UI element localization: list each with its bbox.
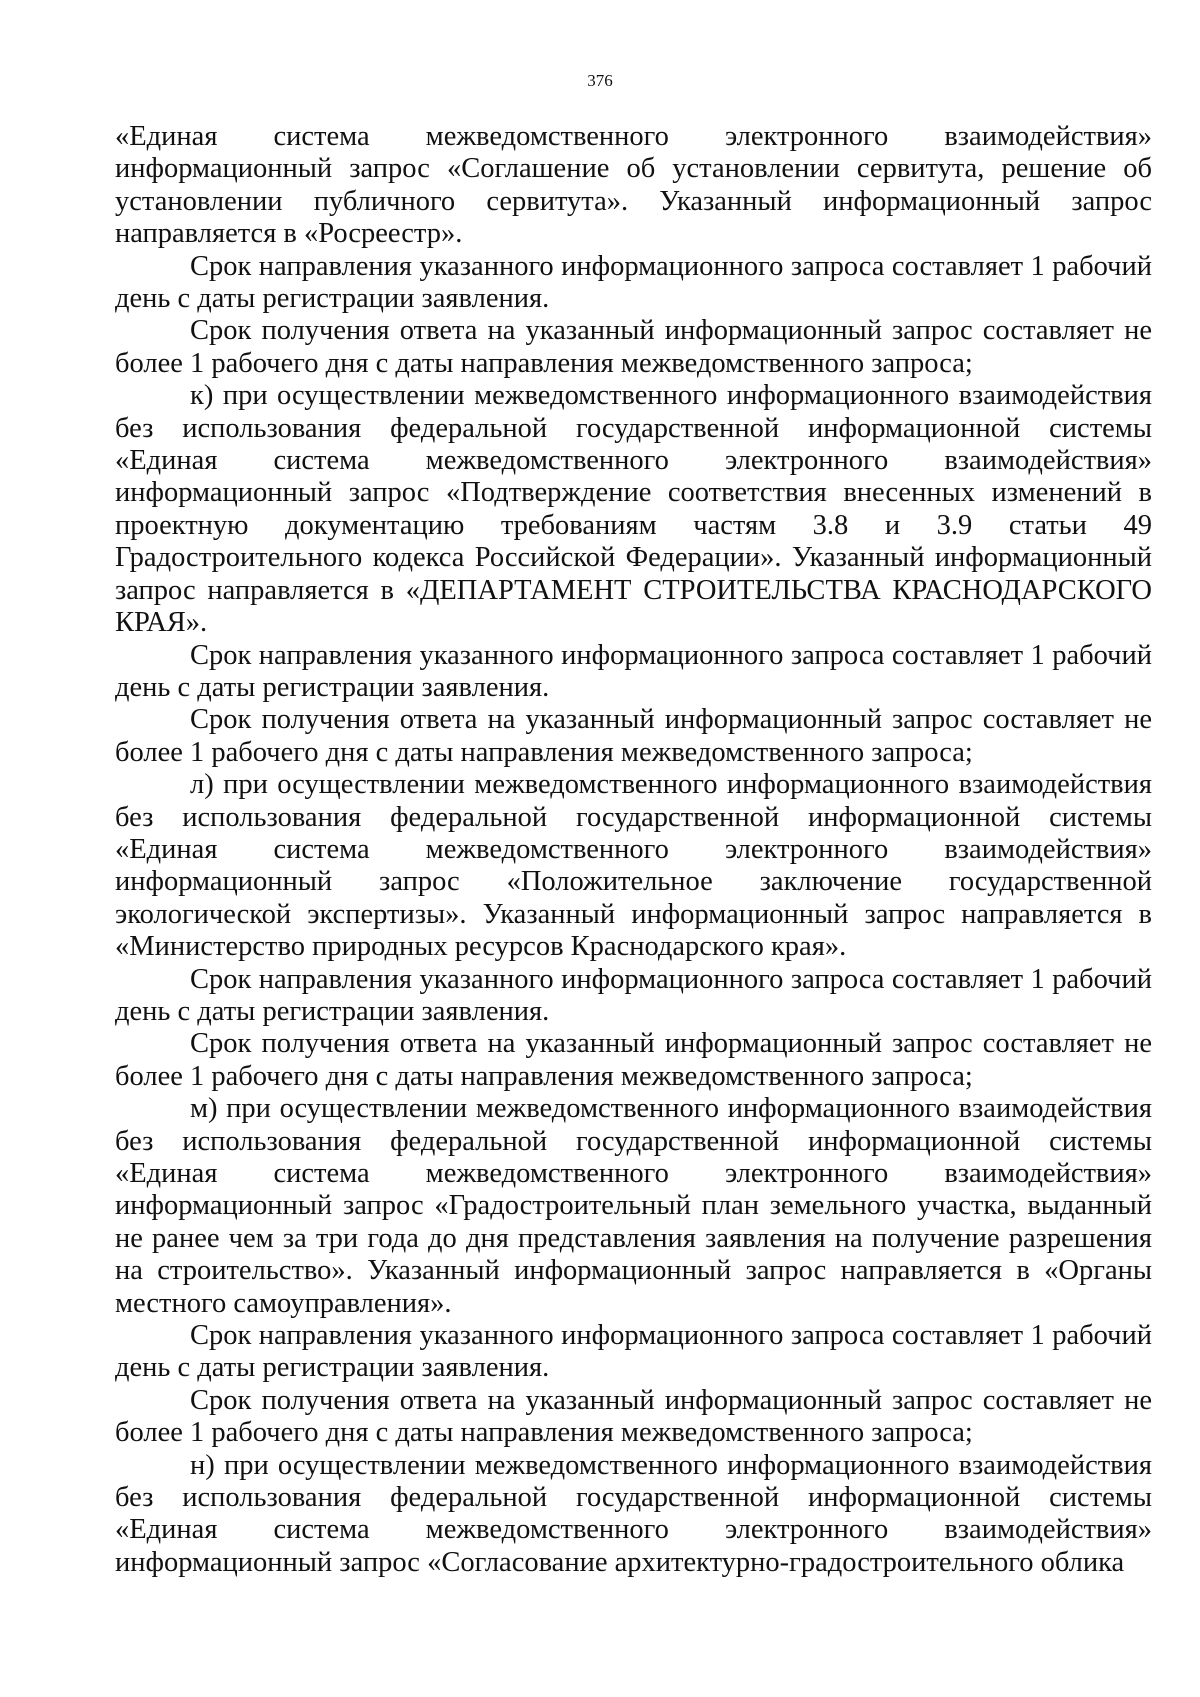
paragraph-item-m: м) при осуществлении межведомственного информационного взаимодействия без использования федеральной государственной информационной системы «Единая система межведомственного электронного взаимодействия» информационный запрос «Градостроительный план земельного участка, выданный не ранее чем за три года до дня представления заявления на получение разрешения на строительство». Указанный информационный запрос направляется в «Органы местного самоуправления». [115,1093,1152,1319]
paragraph: Срок направления указанного информационного запроса составляет 1 рабочий день с даты регистрации заявления. [115,1320,1152,1384]
paragraph: Срок направления указанного информационного запроса составляет 1 рабочий день с даты регистрации заявления. [115,639,1152,703]
paragraph-item-l: л) при осуществлении межведомственного информационного взаимодействия без использования федеральной государственной информационной системы «Единая система межведомственного электронного взаимодействия» информационный запрос «Положительное заключение государственной экологической экспертизы». Указанный информационный запрос направляется в «Министерство природных ресурсов Краснодарского края». [115,769,1152,963]
paragraph: Срок получения ответа на указанный информационный запрос составляет не более 1 рабочего дня с даты направления межведомственного запроса; [115,1028,1152,1092]
document-body [115,121,1152,1579]
paragraph: Срок получения ответа на указанный информационный запрос составляет не более 1 рабочего дня с даты направления межведомственного запроса; [115,704,1152,768]
paragraph: Срок получения ответа на указанный информационный запрос составляет не более 1 рабочего дня с даты направления межведомственного запроса; [115,1384,1152,1449]
page-number: 376 [587,71,613,90]
paragraph: Срок получения ответа на указанный информационный запрос составляет не более 1 рабочего дня с даты направления межведомственного запроса; [115,315,1152,379]
paragraph: Срок направления указанного информационного запроса составляет 1 рабочий день с даты регистрации заявления. [115,963,1152,1027]
paragraph: «Единая система межведомственного электронного взаимодействия» информационный запрос «Соглашение об установлении сервитута, решение об установлении публичного сервитута». Указанный информационный запрос направляется в «Росреестр». [115,121,1152,250]
paragraph-item-n: н) при осуществлении межведомственного информационного взаимодействия без использования федеральной государственной информационной системы «Единая система межведомственного электронного взаимодействия» информационный запрос «Согласование архитектурно-градостроительного облика [115,1449,1152,1578]
paragraph: Срок направления указанного информационного запроса составляет 1 рабочий день с даты регистрации заявления. [115,250,1152,315]
paragraph-item-k: к) при осуществлении межведомственного информационного взаимодействия без использования федеральной государственной информационной системы «Единая система межведомственного электронного взаимодействия» информационный запрос «Подтверждение соответствия внесенных изменений в проектную документацию требованиям частям 3.8 и 3.9 статьи 49 Градостроительного кодекса Российской Федерации». Указанный информационный запрос направляется в «ДЕПАРТАМЕНТ СТРОИТЕЛЬСТВА КРАСНОДАРСКОГО КРАЯ». [115,380,1152,639]
